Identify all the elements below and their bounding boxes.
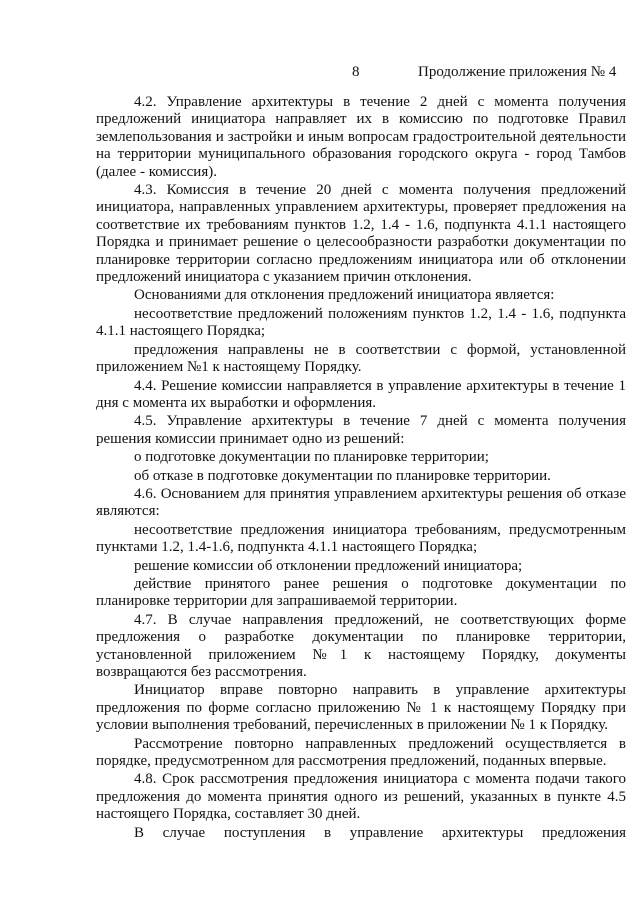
paragraph-4-7: 4.7. В случае направления предложений, не соответствующих форме предложения о разработке документации по планировке территории, установленной приложением №1 к настоящему Порядку, документы возвращаются без рассмотрения. — [96, 611, 626, 680]
paragraph-4-6: 4.6. Основанием для принятия управлением архитектуры решения об отказе являются: — [96, 485, 626, 520]
paragraph-rejection-item-2: предложения направлены не в соответствии с формой, установленной приложением №1 к настоящему Порядку. — [96, 341, 626, 376]
paragraph-4-8: 4.8. Срок рассмотрения предложения инициатора с момента подачи такого предложения до момента принятия одного из решений, указанных в пункте 4.5 настоящего Порядка, составляет 30 дней. — [96, 771, 626, 823]
appendix-continuation-label: Продолжение приложения № 4 — [418, 64, 617, 80]
paragraph-4-5: 4.5. Управление архитектуры в течение 7 дней с момента получения решения комиссии принимает одно из решений: — [96, 413, 626, 447]
page-number: 8 — [352, 64, 360, 80]
paragraph-refusal-item-1: несоответствие предложения инициатора требованиям, предусмотренным пунктами 1.2, 1.4-1.6, подпункта 4.1.1 настоящего Порядка; — [96, 521, 626, 556]
paragraph-rejection-grounds: Основаниями для отклонения предложений инициатора является: — [134, 287, 555, 304]
paragraph-continued: В случае поступления в управление архитектуры предложения — [134, 824, 626, 841]
paragraph-resubmission-review: Рассмотрение повторно направленных предложений осуществляется в порядке, предусмотренном для рассмотрения предложений, поданных впервые. — [96, 735, 626, 770]
paragraph-rejection-item-1: несоответствие предложений положениям пунктов 1.2, 1.4 - 1.6, подпункта 4.1.1 настоящего Порядка; — [96, 305, 626, 340]
paragraph-decision-prepare: о подготовке документации по планировке территории; — [134, 449, 489, 466]
paragraph-4-4: 4.4. Решение комиссии направляется в управление архитектуры в течение 1 дня с момента их выработки и оформления. — [96, 377, 626, 411]
paragraph-4-2: 4.2. Управление архитектуры в течение 2 дней с момента получения предложений инициатора направляет их в комиссию по подготовке Правил землепользования и застройки и иным вопросам градостроительной деятельности на территории муниципального образования городского округа - город Тамбов (далее - комиссия). — [96, 94, 626, 180]
paragraph-refusal-item-3: действие принятого ранее решения о подготовке документации по планировке территории для запрашиваемой территории. — [96, 575, 626, 610]
document-body — [96, 94, 626, 843]
paragraph-refusal-item-2: решение комиссии об отклонении предложений инициатора; — [134, 557, 523, 574]
paragraph-4-3: 4.3. Комиссия в течение 20 дней с момента получения предложений инициатора, направленных управлением архитектуры, проверяет предложения на соответствие их требованиям пунктов 1.2, 1.4 - 1.6, подпункта 4.1.1 настоящего Порядка и принимает решение о целесообразности разработки документации по планировке территории согласно предложениям инициатора или об отклонении предложений инициатора с указанием причин отклонения. — [96, 182, 626, 286]
paragraph-decision-refuse: об отказе в подготовке документации по планировке территории. — [134, 467, 551, 484]
paragraph-resubmission: Инициатор вправе повторно направить в управление архитектуры предложения по форме согласно приложению № 1 к настоящему Порядку при условии выполнения требований, перечисленных в приложении № 1 к Порядку. — [96, 682, 626, 734]
